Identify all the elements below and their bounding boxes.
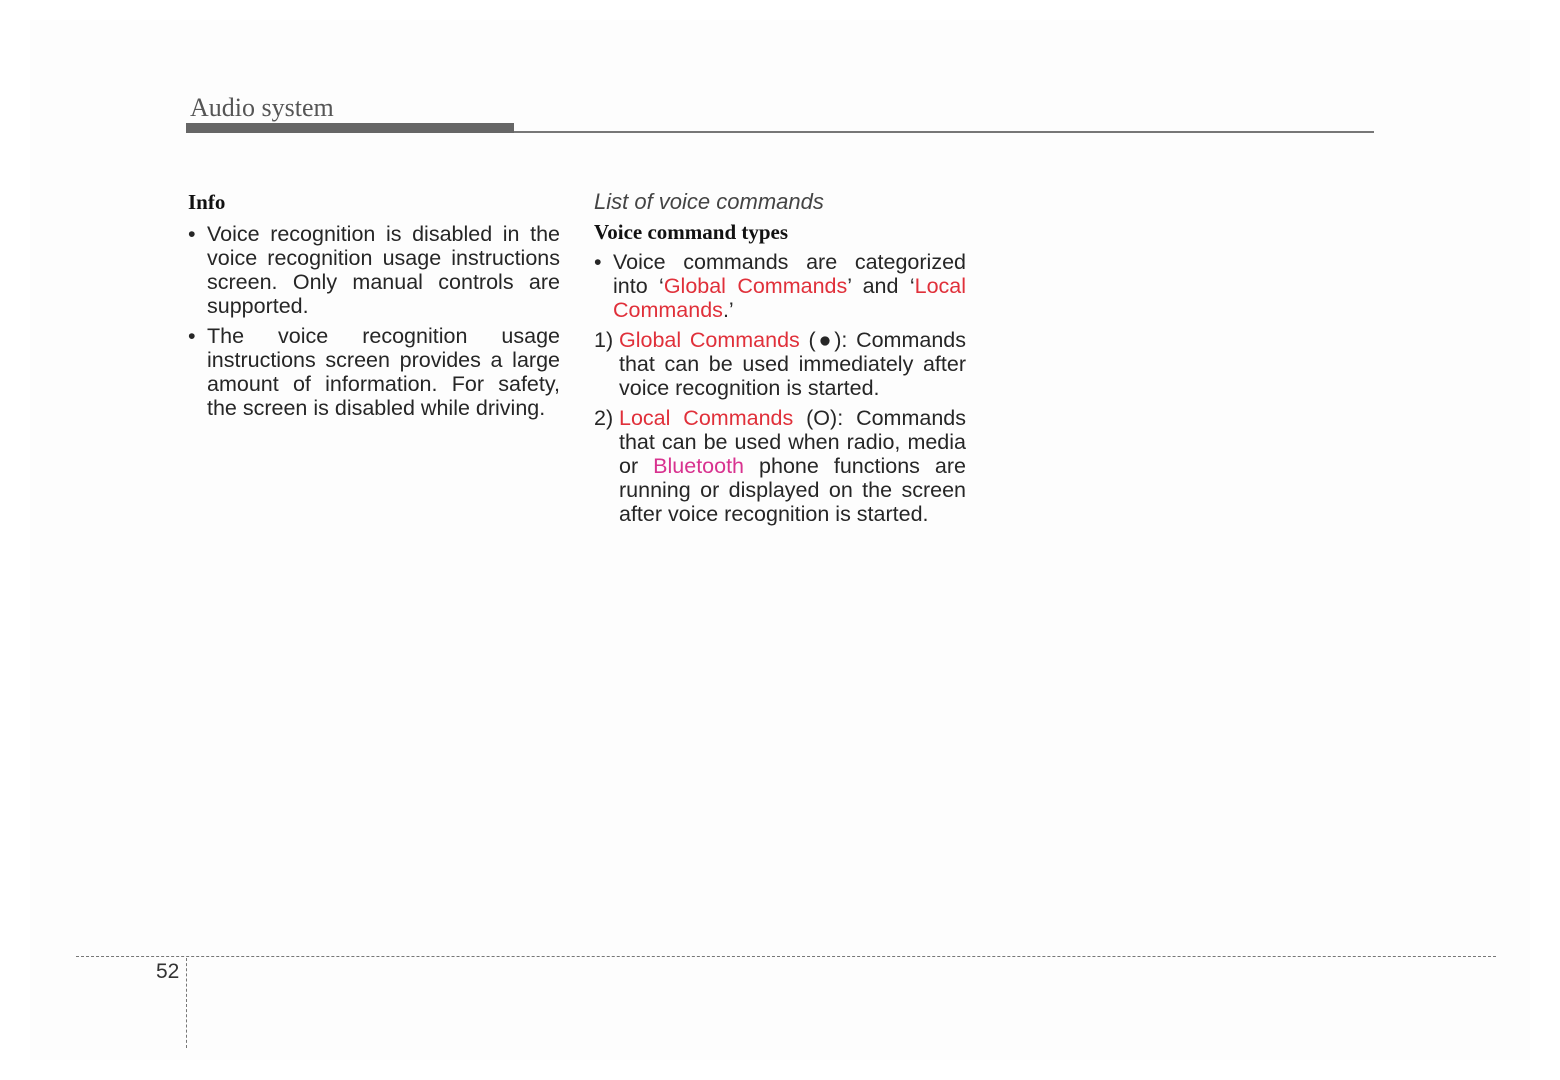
info-heading: Info bbox=[188, 190, 226, 214]
info-column bbox=[188, 190, 560, 426]
footer-rule bbox=[76, 956, 1496, 957]
bullet-text: ’ and ‘ bbox=[847, 274, 915, 298]
bullet-text: Voice commands are categorized into ‘ bbox=[613, 250, 966, 298]
global-commands-item bbox=[594, 328, 966, 400]
voice-commands-column bbox=[594, 190, 966, 532]
info-bullet: • Voice recognition is disabled in the voice recognition usage instructions screen. Only manual controls are supported. bbox=[188, 222, 560, 318]
item-text: (O): Commands that can be used when radio, media or bbox=[619, 406, 966, 478]
local-commands-label: Local Commands bbox=[619, 406, 794, 430]
global-commands-term: Global Commands bbox=[663, 274, 848, 298]
item-text: (●): Commands that can be used immediately after voice recognition is started. bbox=[619, 328, 967, 400]
command-types-bullet bbox=[594, 250, 966, 322]
header-rule-accent bbox=[186, 123, 514, 133]
item-marker: 1) bbox=[594, 328, 614, 352]
bluetooth-term: Bluetooth bbox=[653, 454, 745, 478]
page-number: 52 bbox=[156, 960, 180, 983]
local-commands-item bbox=[594, 406, 966, 526]
local-commands-term: Local Commands bbox=[613, 274, 967, 322]
bullet-text: .’ bbox=[722, 298, 734, 322]
voice-commands-heading: List of voice commands bbox=[594, 189, 824, 214]
item-text: phone functions are running or displayed on the screen after voice recognition is started. bbox=[619, 454, 967, 526]
command-types-heading: Voice command types bbox=[594, 220, 789, 244]
item-marker: 2) bbox=[594, 406, 614, 430]
footer-divider bbox=[186, 958, 187, 1048]
info-bullet: • The voice recognition usage instructions screen provides a large amount of information. For safety, the screen is disabled while driving. bbox=[188, 324, 560, 420]
global-commands-label: Global Commands bbox=[619, 328, 800, 352]
page-background bbox=[30, 20, 1530, 1060]
section-title: Audio system bbox=[190, 93, 334, 122]
